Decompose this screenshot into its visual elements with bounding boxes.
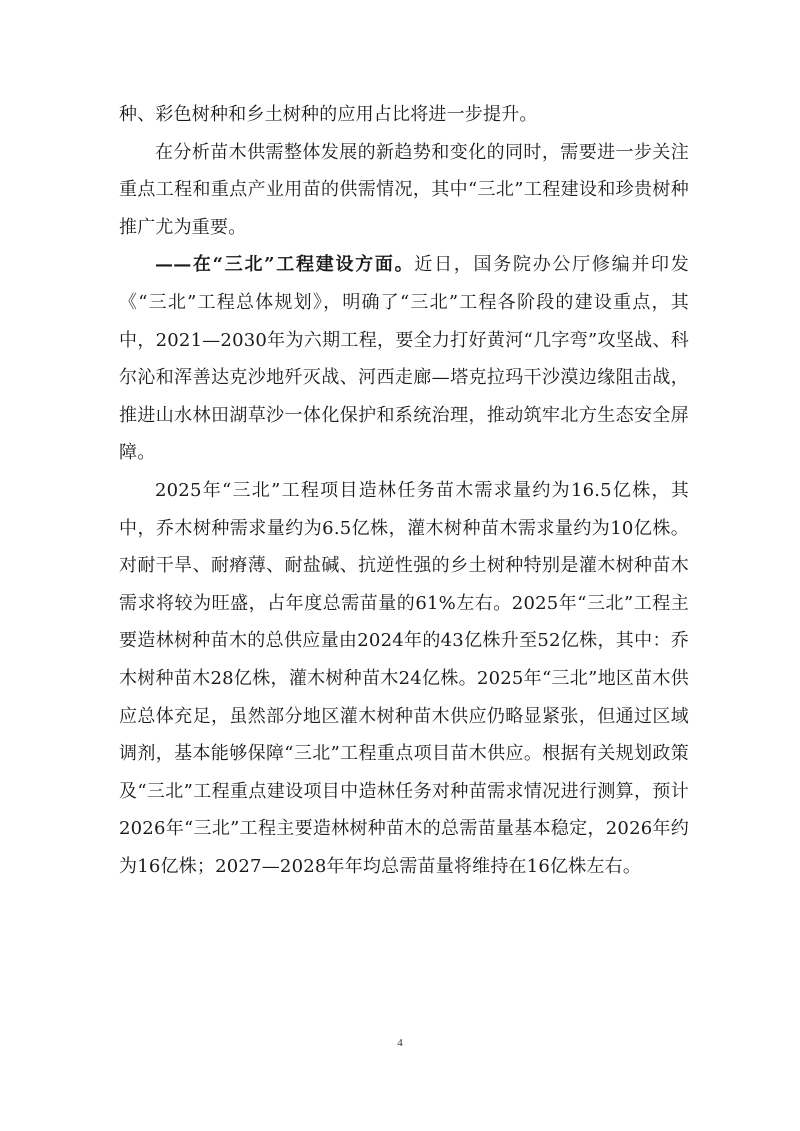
paragraph-lead-heading: ——在“三北”工程建设方面。 xyxy=(155,254,415,276)
page-number: 4 xyxy=(397,1037,403,1049)
paragraph-supply-demand xyxy=(119,134,689,247)
paragraph-text: 2025年“三北”工程项目造林任务苗木需求量约为16.5亿株，其中，乔木树种需求量约为6.5亿株，灌木树种苗木需求量约为10亿株。对耐干旱、耐瘠薄、耐盐碱、抗逆性强的乡土树种特别是灌木树种苗木需求将较为旺盛，占年度总需苗量的61%左右。2025年“三北”工程主要造林树种苗木的总供应量由2024年的43亿株升至52亿株，其中：乔木树种苗木28亿株，灌木树种苗木24亿株。2025年“三北”地区苗木供应总体充足，虽然部分地区灌木树种苗木供应仍略显紧张，但通过区域调剂，基本能够保障“三北”工程重点项目苗木供应。根据有关规划政策及“三北”工程重点建设项目中造林任务对种苗需求情况进行测算，预计2026年“三北”工程主要造林树种苗木的总需苗量基本稳定，2026年约为16亿株；2027—2028年年均总需苗量将维持在16亿株左右。 xyxy=(119,479,689,877)
paragraph-text: 种、彩色树种和乡土树种的应用占比将进一步提升。 xyxy=(119,104,538,125)
paragraph-seedling-figures xyxy=(119,472,689,886)
paragraph-text: 近日，国务院办公厅修编并印发《“三北”工程总体规划》，明确了“三北”工程各阶段的建设重点，其中，2021—2030年为六期工程，要全力打好黄河“几字弯”攻坚战、科尔沁和浑善达克沙地歼灭战、河西走廊—塔克拉玛干沙漠边缘阻击战，推进山水林田湖草沙一体化保护和系统治理，推动筑牢北方生态安全屏障。 xyxy=(119,254,689,464)
paragraph-sanbei-project xyxy=(119,246,689,472)
document-body xyxy=(119,96,689,885)
paragraph-continuation xyxy=(119,96,689,134)
paragraph-text: 在分析苗木供需整体发展的新趋势和变化的同时，需要进一步关注重点工程和重点产业用苗的供需情况，其中“三北”工程建设和珍贵树种推广尤为重要。 xyxy=(119,141,689,238)
